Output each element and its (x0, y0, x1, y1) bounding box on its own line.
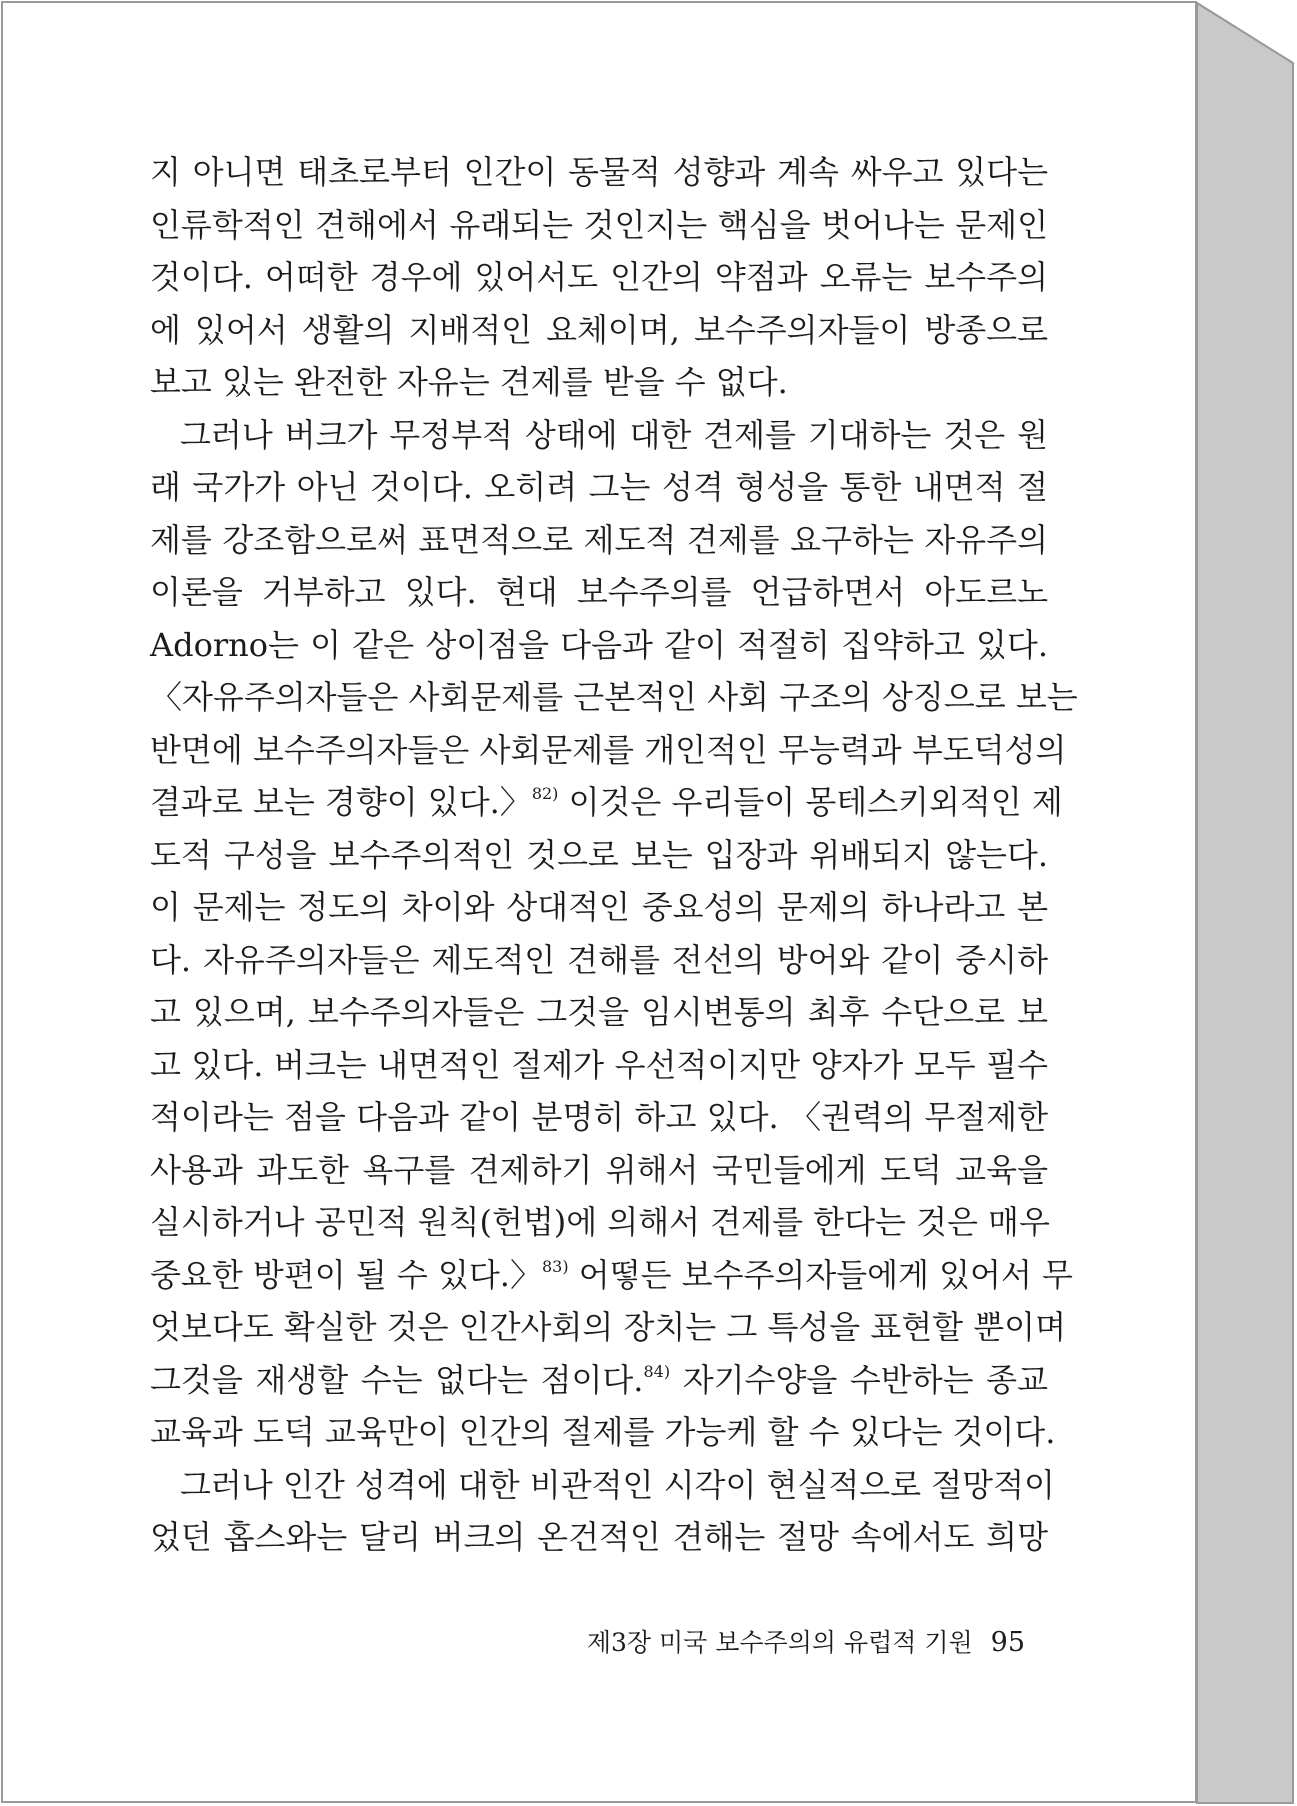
text-line: 것이다. 어떠한 경우에 있어서도 인간의 약점과 오류는 보수주의 (150, 258, 1048, 296)
text-segment: 결과로 보는 경향이 있다.〉 (150, 783, 532, 821)
text-line: 지 아니면 태초로부터 인간이 동물적 성향과 계속 싸우고 있다는 (150, 153, 1048, 191)
running-title: 제3장 미국 보수주의의 유럽적 기원 (586, 1628, 973, 1657)
text-line: 〈자유주의자들은 사회문제를 근본적인 사회 구조의 상징으로 보는 (150, 678, 1078, 716)
text-line: 그러나 버크가 무정부적 상태에 대한 견제를 기대하는 것은 원 (180, 415, 1048, 454)
text-line: Adorno는 이 같은 상이점을 다음과 같이 적절히 집약하고 있다. (150, 625, 1048, 664)
text-line: 인류학적인 견해에서 유래되는 것인지는 핵심을 벗어나는 문제인 (150, 205, 1048, 244)
text-line (150, 1354, 1048, 1407)
text-line: 실시하거나 공민적 원칙(헌법)에 의해서 견제를 한다는 것은 매우 (150, 1203, 1050, 1241)
body-text (150, 146, 1078, 1564)
text-segment: 자기수양을 수반하는 종교 (682, 1360, 1048, 1399)
text-line: 엇보다도 확실한 것은 인간사회의 장치는 그 특성을 표현할 뿐이며 (150, 1308, 1067, 1346)
footnote-ref[interactable]: 84) (643, 1361, 671, 1381)
text-line: 보고 있는 완전한 자유는 견제를 받을 수 없다. (150, 363, 788, 401)
text-line: 에 있어서 생활의 지배적인 요체이며, 보수주의자들이 방종으로 (150, 310, 1048, 349)
text-line: 었던 홉스와는 달리 버크의 온건적인 견해는 절망 속에서도 희망 (150, 1518, 1048, 1556)
page-footer (587, 1623, 1025, 1659)
text-line: 고 있다. 버크는 내면적인 절제가 우선적이지만 양자가 모두 필수 (150, 1045, 1048, 1084)
page-number: 95 (990, 1627, 1025, 1658)
footnote-ref[interactable]: 83) (541, 1256, 569, 1276)
text-line: 교육과 도덕 교육만이 인간의 절제를 가능케 할 수 있다는 것이다. (150, 1413, 1056, 1451)
text-line: 반면에 보수주의자들은 사회문제를 개인적인 무능력과 부도덕성의 (150, 730, 1067, 769)
text-line: 적이라는 점을 다음과 같이 분명히 하고 있다. 〈권력의 무절제한 (150, 1098, 1048, 1136)
text-line: 제를 강조함으로써 표면적으로 제도적 견제를 요구하는 자유주의 (150, 520, 1048, 559)
text-segment: 어떻든 보수주의자들에게 있어서 무 (578, 1255, 1073, 1294)
text-line: 다. 자유주의자들은 제도적인 견해를 전선의 방어와 같이 중시하 (150, 940, 1048, 979)
text-line: 이론을 거부하고 있다. 현대 보수주의를 언급하면서 아도르노 (150, 573, 1048, 611)
footnote-ref[interactable]: 82) (531, 784, 559, 803)
text-line: 도적 구성을 보수주의적인 것으로 보는 입장과 위배되지 않는다. (150, 835, 1048, 874)
text-line (150, 1249, 1073, 1302)
text-line: 래 국가가 아닌 것이다. 오히려 그는 성격 형성을 통한 내면적 절 (150, 468, 1048, 506)
text-segment: 중요한 방편이 될 수 있다.〉 (150, 1255, 542, 1294)
text-line: 사용과 과도한 욕구를 견제하기 위해서 국민들에게 도덕 교육을 (150, 1150, 1048, 1189)
text-segment: 그것을 재생할 수는 없다는 점이다. (150, 1360, 644, 1399)
text-line: 그러나 인간 성격에 대한 비관적인 시각이 현실적으로 절망적이 (180, 1465, 1055, 1504)
text-segment: 이것은 우리들이 몽테스키외적인 제 (568, 783, 1063, 821)
text-line (150, 776, 1063, 829)
text-line: 고 있으며, 보수주의자들은 그것을 임시변통의 최후 수단으로 보 (150, 993, 1048, 1031)
text-line: 이 문제는 정도의 차이와 상대적인 중요성의 문제의 하나라고 본 (150, 888, 1048, 926)
